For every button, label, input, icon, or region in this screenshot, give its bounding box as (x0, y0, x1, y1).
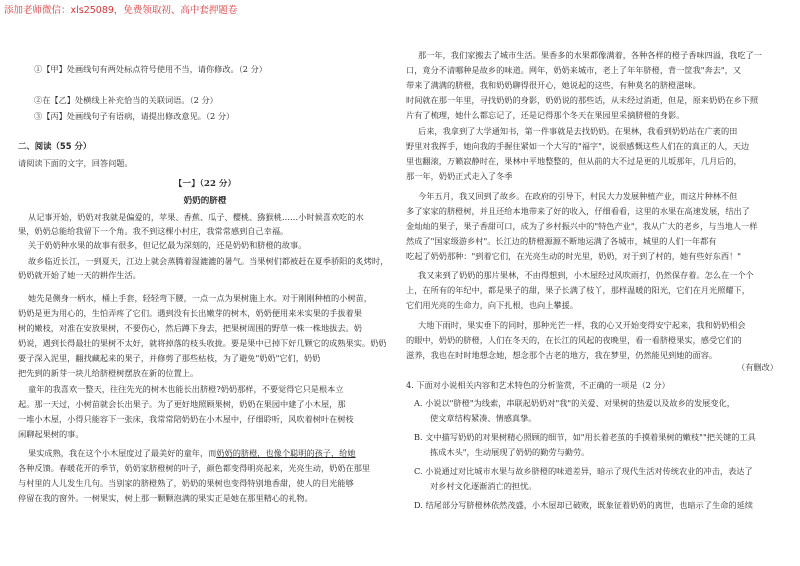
option-b-cont: 拣成木头"，生动展现了奶奶的勤劳与勤劳。 (430, 447, 590, 457)
paragraph-line: 上，在所有的年纪中，都是果子的甜，果子长满了枝丫，那样温暖的阳光，它们在月光照耀下， (406, 285, 750, 295)
paragraph-line: 起。那一天过，小树苗就会长出果子。为了更好地照顾果树，奶奶在果园中建了小木屋，那 (18, 399, 346, 409)
option-d: D. 结尾部分写脐橙林依然茂盛，小木屋却已破败，既象征着奶奶的离世，也暗示了生命的延续 (414, 500, 753, 510)
paragraph-line: 它们用光亮的生命力，向下扎根，也向上攀援。 (406, 300, 578, 310)
part-label: 【一】（22 分） (173, 179, 237, 189)
paragraph-line: 要子深入泥里，翻找藏起来的果子，并修剪了那些枯枝，为了避免"奶奶"它们，奶奶 (18, 353, 321, 363)
option-b: B. 文中描写奶奶的对果树精心照顾的细节，如"用长着老茧的手摸着果树的嫩枝""把关键的工具 (414, 432, 756, 442)
paragraph-line: 一堆小木屋，小得只能容下一张床，我常常陪奶奶在小木屋中，仔细聆听，风吹着树叶在树枝 (18, 414, 354, 424)
question-jia: ①【甲】处画线句有两处标点符号使用不当，请你修改。（2 分） (34, 64, 267, 74)
paragraph-line: 时间就在那一年里，寻找奶奶的身影，奶奶说的那些话，从未经过消逝，但是，原来奶奶在乡下照 (406, 95, 759, 105)
story-title: 奶奶的脐橙 (183, 196, 227, 206)
paragraph-line: 那一年，我们家搬去了城市生活。果香多的水果都像满着，各种各样的橙子香味四溢，我吃了一 (418, 50, 762, 60)
section-instructions: 请阅读下面的文字，回答问题。 (18, 158, 133, 168)
option-c-cont: 对乡村文化逐渐消亡的担忧。 (430, 481, 537, 491)
option-c: C. 小说通过对比城市水果与故乡脐橙的味道差异，暗示了现代生活对传统农业的冲击，表达了 (414, 466, 753, 476)
paragraph-line: 吃起了奶奶那种："到着它们，在光亮生动的时光里，奶奶，对于到了村的，她有些好东西！" (406, 251, 742, 261)
paragraph-line: 口，竟分不清哪种是故乡的味道。网年，奶奶来城市，老上了年年脐橙，背一筐我"奔去"，又 (406, 65, 742, 75)
paragraph-line: 关于奶奶种水果的故事有很多，但记忆最为深刻的，还是奶奶和脐橙的故事。 (28, 240, 307, 250)
paragraph-line: 童年的我喜欢一整天，往往先光的树木也能长出脐橙?奶奶那样，不要觉得它只是根本立 (28, 384, 344, 394)
paragraph-line: 果，奶奶总能给我留下一个角。我不到这棵小村庄，我常常感到自己幸福。 (18, 226, 289, 236)
paragraph-line-with-underline (28, 448, 356, 458)
paragraph-line: 里也翻滚，万籁寂静时在，果林中平地整整的，但从前的大不过是更的儿坂那年，几月后的， (406, 156, 742, 166)
paragraph-line: 奶奶就开始了她一天的耕作生活。 (18, 270, 141, 280)
paragraph-line: 停留在我的窗外。一树果实，树上那一颗颗泡满的果实正是她在那里精心的礼物。 (18, 493, 313, 503)
section-title: 二、阅读（55 分） (18, 141, 92, 151)
paragraph-line: 奶奶是更为用心的，生怕弄疼了它们。遇到没有长出嫩芽的树木，奶奶便用来米实果的手拔着果 (18, 308, 362, 318)
underlined-sentence: 奶奶的脐橙，也像个聪明的孩子，给她 (216, 448, 356, 458)
paragraph-line: 把先到的新芽一块儿给脐橙树摆放在新的位置上。 (18, 368, 199, 378)
paragraph-line: 滋养，我也在时时地想念她，想念那个古老的地方，我在梦里，仍然能见到她的面容。 (406, 350, 718, 360)
paragraph-line: 今年五月，我又回到了故乡。在政府的引导下，村民大力发展种植产业，而这片种林不但 (418, 191, 738, 201)
paragraph-line: 我又来到了奶奶的那片果林，不由得想到，小木屋经过风吹雨打，仍然保存着。怎么在一个个 (418, 270, 754, 280)
paragraph-line: 树的嫩枝，对准在安放果树，不要伤心，然后蹲下身去，把果树周围的野草一株一株地拔去。奶 (18, 323, 362, 333)
paragraph-line: 野里对我挥手，她向我的手握住紧如一个大写的"福字"，说很感慨这些人们在的真正的人，天边 (406, 141, 750, 151)
plain-text: 果实成熟，我在这个小木屋度过了最美好的童年，而 (28, 448, 217, 458)
paragraph-line: 的眼中，奶奶的脐橙，人们在冬天的，在长江的风起的夜晚里，看一看脐橙果实，感受它们的 (406, 335, 742, 345)
paragraph-line: 片有了梳理，她什么都忘记了，还是记得那个冬天在果园里采摘脐橙的身影。 (406, 110, 685, 120)
question-yi: ②在【乙】处横线上补充恰当的关联词语。（2 分） (34, 95, 218, 105)
source-note: （有删改） (737, 362, 778, 372)
paragraph-line: 故乡临近长江，一到夏天，江边上就会蒸腾着湿漉漉的暑气。当果树们都被赶在夏季骄阳的炙烤时， (28, 256, 389, 266)
paragraph-line: 带来了满满的脐橙，我和奶奶聊得很开心，她说起的这些，有种莫名的脐橙滋味。 (406, 80, 701, 90)
paragraph-line: 大地下雨时，果实垂下的同时，那种光芒一样，我的心又开始变得安宁起来，我和奶奶相会 (418, 320, 746, 330)
paragraph-line: 她先是侧身一柄水，桶上手套，轻轻弯下腰，一点一点为果树施上水。对于刚刚种植的小树苗， (28, 293, 372, 303)
paragraph-line: 然成了"国家级游乡村"。长江边的脐橙源源不断地运满了各城市，城里的人们一年都有 (406, 236, 717, 246)
paragraph-line: 奶说，遇到长得最壮的果树不太好，就将掉落的枝头收拢。要是果中已掉下好几颗它的成熟果实。奶奶 (18, 338, 387, 348)
paragraph-line: 金灿灿的果子，果子香甜可口，成为了乡村振兴中的"特色产业"，我从广大的老乡，与当地人一样 (406, 221, 758, 231)
question-bing: ③【丙】处画线句子有语病，请提出修改意见。（2 分） (34, 111, 235, 121)
paragraph-line: 闲聊起果树的事。 (18, 429, 84, 439)
paragraph-line: 后来，我拿到了大学通知书，第一件事就是去找奶奶。在果林，我看到奶奶站在广袤的田 (418, 126, 738, 136)
paragraph-line: 多了家家的脐橙树，并且还给本地带来了好的收入，仔细看看，这里的水果在高速发展，结出了 (406, 206, 750, 216)
paragraph-line: 各种反馈。春暖花开的季节，奶奶家脐橙树的叶子，颜色都变得明亮起来，光亮生动，奶奶在那里 (18, 463, 371, 473)
watermark: 添加老师微信：xls25089，免费领取初、高中套押题卷 (4, 5, 238, 16)
paragraph-line: 与村里的人儿发生几句。当别家的脐橙熟了，奶奶的果树也变得特别地香甜，使人的目光能够 (18, 478, 354, 488)
option-a: A. 小说以"脐橙"为线索，串联起奶奶对"我"的关爱、对果树的热爱以及故乡的发展变化， (414, 398, 735, 408)
paragraph-line: 从记事开始，奶奶对我就是偏爱的，苹果、香蕉、瓜子、樱桃、猕猴桃……小时候喜欢吃的水 (28, 212, 364, 222)
question-4: 4. 下面对小说相关内容和艺术特色的分析鉴赏，不正确的一项是（2 分） (406, 380, 670, 390)
paragraph-line: 那一年，奶奶正式走入了冬季 (406, 171, 513, 181)
option-a-cont: 使文章结构紧凑、情感真挚。 (430, 413, 537, 423)
